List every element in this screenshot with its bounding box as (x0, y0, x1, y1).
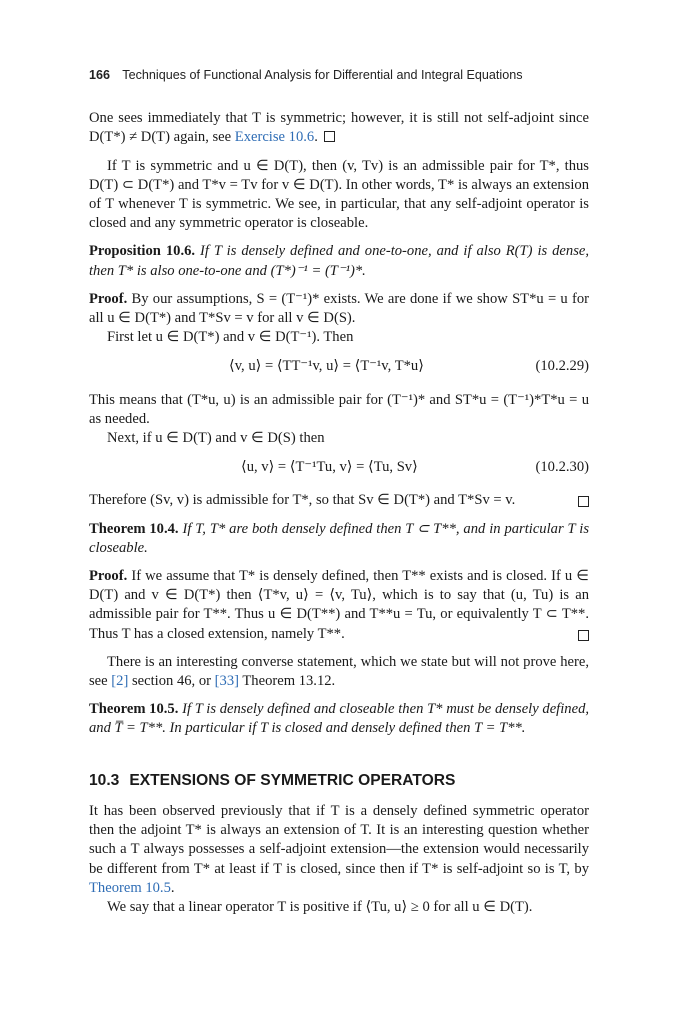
qed-box (578, 496, 589, 507)
theorem-label: Theorem 10.4. (89, 520, 179, 537)
section-number: 10.3 (89, 771, 120, 789)
proposition-label: Proposition 10.6. (89, 243, 196, 260)
theorem-10-5 (89, 700, 589, 738)
reference-33-link[interactable]: [33] (214, 673, 239, 690)
proof-1-next: Next, if u ∈ D(T) and v ∈ D(S) then (107, 430, 325, 447)
page-number: 166 (89, 68, 111, 82)
page (89, 58, 589, 917)
section-title: EXTENSIONS OF SYMMETRIC OPERATORS (129, 771, 456, 789)
proof-1 (89, 290, 589, 328)
running-header (89, 66, 589, 85)
section-heading (89, 771, 589, 790)
exercise-10-6-link[interactable]: Exercise 10.6 (234, 129, 315, 146)
equation-number: (10.2.29) (535, 358, 589, 375)
proof-2 (89, 567, 589, 644)
equation-body: ⟨v, u⟩ = ⟨TT⁻¹v, u⟩ = ⟨T⁻¹v, T*u⟩ (229, 358, 424, 375)
proposition-10-6 (89, 242, 589, 280)
paragraph-self-adjoint-extension: It has been observed previously that if T is a densely defined symmetric operator then the adjoint T* is always an extension of T. It is an interesting question whether such a T always possesses a self-adjoint extension—the extension would necessarily be different from T* at least if T is closed, since then if T* is self-adjoint so is T, by Theorem 10.5. (89, 802, 589, 896)
proof-1-therefore: Therefore (Sv, v) is admissible for T*, so that Sv ∈ D(T*) and T*Sv = v. (89, 491, 589, 510)
paragraph-positive-operator: We say that a linear operator T is positive if ⟨Tu, u⟩ ≥ 0 for all u ∈ D(T). (107, 898, 533, 915)
reference-2-link[interactable]: [2] (111, 673, 129, 690)
theorem-label: Theorem 10.5. (89, 701, 179, 718)
proof-label: Proof. (89, 290, 128, 307)
theorem-statement: If T, T* are both densely defined then T ⊂ T**, and in particular T is closeable. (89, 520, 590, 556)
proposition-statement: If T is densely defined and one-to-one, and if also R(T) is dense, then T* is also one-to-one and (T*)⁻¹ = (T⁻¹)*. (89, 243, 589, 279)
paragraph-symmetric-not-self-adjoint: One sees immediately that T is symmetric; however, it is still not self-adjoint since D(T*) ≠ D(T) again, see Exercise 10.6. (89, 110, 589, 146)
equation-number: (10.2.30) (535, 459, 589, 476)
proof-text: By our assumptions, S = (T⁻¹)* exists. We are done if we show ST*u = u for all u ∈ D(T*) and T*Sv = v for all v ∈ D(S). (89, 290, 589, 327)
theorem-10-5-link[interactable]: Theorem 10.5 (89, 879, 171, 896)
proof-1-means: This means that (T*u, u) is an admissible pair for (T⁻¹)* and ST*u = (T⁻¹)*T*u = u as needed. (89, 391, 589, 427)
proof-1-first-let: First let u ∈ D(T*) and v ∈ D(T⁻¹). Then (107, 329, 354, 346)
theorem-10-4 (89, 520, 589, 558)
proof-text: If we assume that T* is densely defined, then T** exists and is closed. If u ∈ D(T) and v ∈ D(T*) then ⟨T*v, u⟩ = ⟨v, Tu⟩, which is to say that (u, Tu) is an admissible pair for T**. Thus u ∈ D(T**) and T**u = Tu, or equivalently T ⊂ T**. Thus T has a closed extension, namely T**. (89, 568, 590, 642)
qed-box (578, 630, 589, 641)
paragraph-symmetric-extension: If T is symmetric and u ∈ D(T), then (v, Tv) is an admissible pair for T*, thus D(T) ⊂ D(T*) and T*v = Tv for v ∈ D(T). In other words, T* is always an extension of T whenever T is symmetric. We see, in particular, that any self-adjoint operator is closed and any symmetric operator is closeable. (89, 157, 589, 232)
proof-label: Proof. (89, 568, 128, 585)
running-title: Techniques of Functional Analysis for Differential and Integral Equations (122, 68, 523, 82)
paragraph-converse: There is an interesting converse statement, which we state but will not prove here, see [2] section 46, or [33] Theorem 13.12. (89, 653, 589, 690)
theorem-statement: If T is densely defined and closeable then T* must be densely defined, and T̅ = T**. In particular if T is closed and densely defined then T = T**. (89, 701, 590, 737)
equation-10-2-29 (89, 357, 589, 376)
equation-body: ⟨u, v⟩ = ⟨T⁻¹Tu, v⟩ = ⟨Tu, Sv⟩ (241, 459, 418, 476)
equation-10-2-30 (89, 458, 589, 477)
end-of-example-box (324, 131, 335, 142)
